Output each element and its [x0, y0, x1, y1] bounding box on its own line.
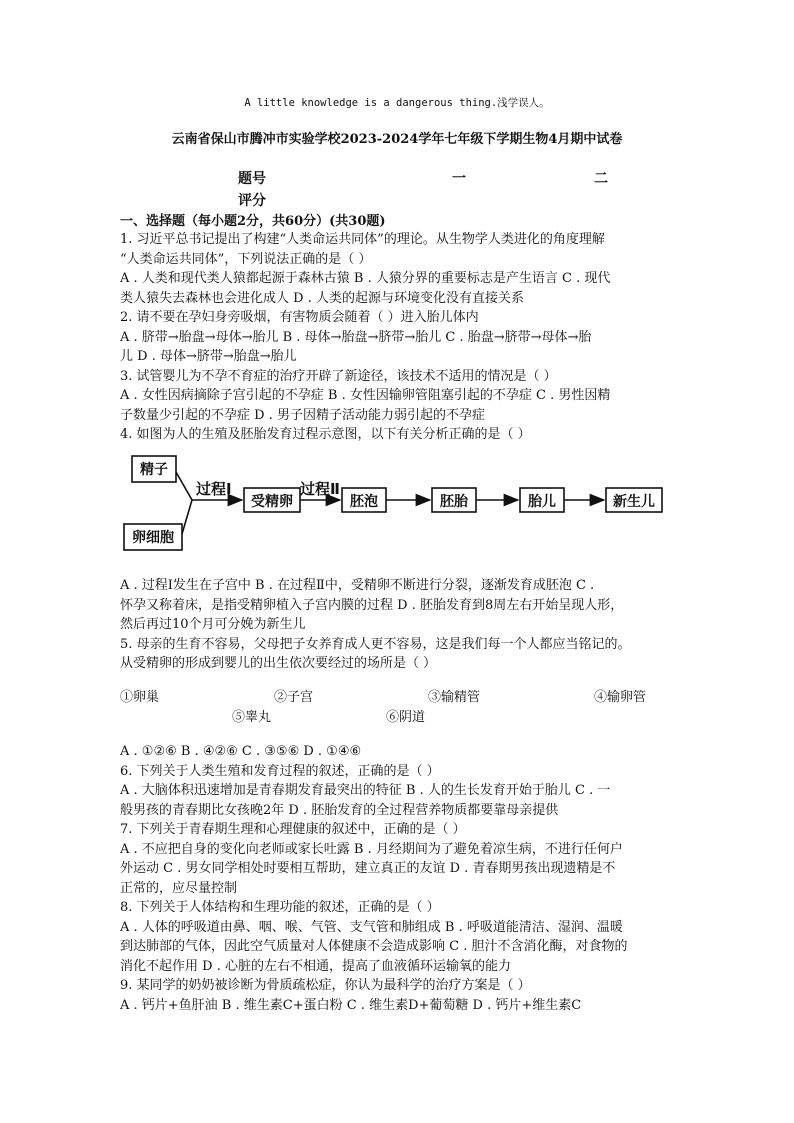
newborn-label: 新生儿	[613, 494, 655, 510]
process-1-label: 过程Ⅰ	[196, 480, 232, 498]
text-line: 5. 母亲的生育不容易，父母把子女养育成人更不容易，这是我们每一个人都应当铭记的。	[120, 636, 631, 652]
text-line: A . ①②⑥ B . ④②⑥ C . ③⑤⑥ D . ①④⑥	[120, 744, 362, 759]
questions-block-3	[120, 742, 680, 1015]
q5-option-vagina: ⑥阴道	[386, 710, 426, 725]
text-line: A . 脐带→胎盘→母体→胎儿 B . 母体→胎盘→脐带→胎儿 C . 胎盘→脐带→母体→胎	[120, 329, 592, 345]
text-line: 8. 下列关于人体结构和生理功能的叙述，正确的是（ ）	[120, 900, 440, 915]
q5-option-testis: ⑤睾丸	[232, 710, 272, 725]
q5-option-oviduct: ④输卵管	[594, 690, 647, 705]
sperm-label: 精子	[140, 462, 168, 478]
score-table-score-label: 评分	[238, 193, 266, 209]
questions-block-2	[120, 576, 680, 674]
q5-option-uterus: ②子宫	[274, 690, 314, 705]
embryo-label: 胚胎	[440, 494, 468, 510]
header-motto: A little knowledge is a dangerous thing.浅学误人。	[244, 97, 550, 109]
text-line: 类人猿失去森林也会进化成人 D . 人类的起源与环境变化没有直接关系	[120, 290, 524, 306]
text-line: 然后再过10个月可分娩为新生儿	[120, 617, 306, 632]
text-line: A . 钙片+鱼肝油 B . 维生素C+蛋白粉 C . 维生素D+葡萄糖 D . 钙片+维生素C	[120, 997, 582, 1013]
text-line: 儿 D . 母体→脐带→胎盘→胎儿	[120, 349, 297, 364]
fetus-label: 胎儿	[528, 494, 556, 510]
blastocyst-label: 胚泡	[350, 494, 378, 510]
q5-option-vas-deferens: ③输精管	[428, 690, 481, 705]
text-line: 消化不起作用 D . 心脏的左右不相通，提高了血液循环运输氧的能力	[120, 958, 511, 974]
text-line: A . 不应把自身的变化向老师或家长吐露 B . 月经期间为了避免着凉生病，不进行任何户	[120, 841, 623, 857]
text-line: 怀孕又称着床，是指受精卵植入子宫内膜的过程 D . 胚胎发育到8周左右开始呈现人形，	[120, 597, 624, 613]
text-line: A . 人类和现代类人猿都起源于森林古猿 B . 人猿分界的重要标志是产生语言 C . 现代	[120, 271, 611, 286]
questions-block-1	[120, 230, 680, 445]
text-line: 7. 下列关于青春期生理和心理健康的叙述中，正确的是（ ）	[120, 822, 466, 837]
text-line: A . 女性因病摘除子宫引起的不孕症 B . 女性因输卵管阻塞引起的不孕症 C . 男性因精	[120, 388, 611, 403]
text-line: 正常的，应尽量控制	[120, 880, 238, 896]
text-line: 般男孩的青春期比女孩晚2年 D . 胚胎发育的全过程营养物质都要靠母亲提供	[120, 802, 559, 818]
text-line: 子数量少引起的不孕症 D . 男子因精子活动能力弱引起的不孕症	[120, 407, 485, 423]
text-line: 1. 习近平总书记提出了构建“人类命运共同体”的理论。从生物学人类进化的角度理解	[120, 232, 605, 247]
text-line: 外运动 C . 男女同学相处时要相互帮助，建立真正的友谊 D . 青春期男孩出现遗精是不	[120, 861, 616, 876]
q5-option-ovary: ①卵巢	[120, 690, 160, 705]
text-line: “人类命运共同体”，下列说法正确的是（ ）	[120, 251, 372, 267]
score-table-question-label: 题号	[238, 171, 266, 187]
text-line: 到达肺部的气体，因此空气质量对人体健康不会造成影响 C . 胆汁不含消化酶，对食物的	[120, 939, 628, 954]
section-heading: 一、选择题（每小题2分，共60分）(共30题)	[120, 214, 386, 229]
text-line: A . 过程Ⅰ发生在子宫中 B . 在过程Ⅱ中，受精卵不断进行分裂，逐渐发育成胚泡 C .	[120, 578, 595, 593]
text-line: 9. 某同学的奶奶被诊断为骨质疏松症，你认为最科学的治疗方案是（ ）	[120, 978, 531, 993]
text-line: 3. 试管婴儿为不孕不育症的治疗开辟了新途径，该技术不适用的情况是（ ）	[120, 368, 557, 384]
reproduction-process-diagram	[118, 448, 678, 558]
egg-label: 卵细胞	[132, 530, 174, 546]
score-table-col-1: 一	[452, 171, 466, 187]
exam-title: 云南省保山市腾冲市实验学校2023-2024学年七年级下学期生物4月期中试卷	[171, 132, 623, 147]
text-line: 6. 下列关于人类生殖和发育过程的叙述，正确的是（ ）	[120, 763, 440, 779]
text-line: A . 大脑体积迅速增加是青春期发育最突出的特征 B . 人的生长发育开始于胎儿 C . 一	[120, 783, 611, 798]
zygote-label: 受精卵	[251, 494, 293, 510]
process-2-label: 过程Ⅱ	[300, 480, 340, 498]
score-table-col-2: 二	[594, 171, 608, 187]
text-line: 2. 请不要在孕妇身旁吸烟，有害物质会随着（ ）进入胎儿体内	[120, 310, 479, 325]
text-line: A . 人体的呼吸道由鼻、咽、喉、气管、支气管和肺组成 B . 呼吸道能清洁、湿润、温暖	[120, 919, 623, 935]
text-line: 从受精卵的形成到婴儿的出生依次要经过的场所是（ ）	[120, 656, 437, 671]
text-line: 4. 如图为人的生殖及胚胎发育过程示意图，以下有关分析正确的是（ ）	[120, 427, 531, 442]
